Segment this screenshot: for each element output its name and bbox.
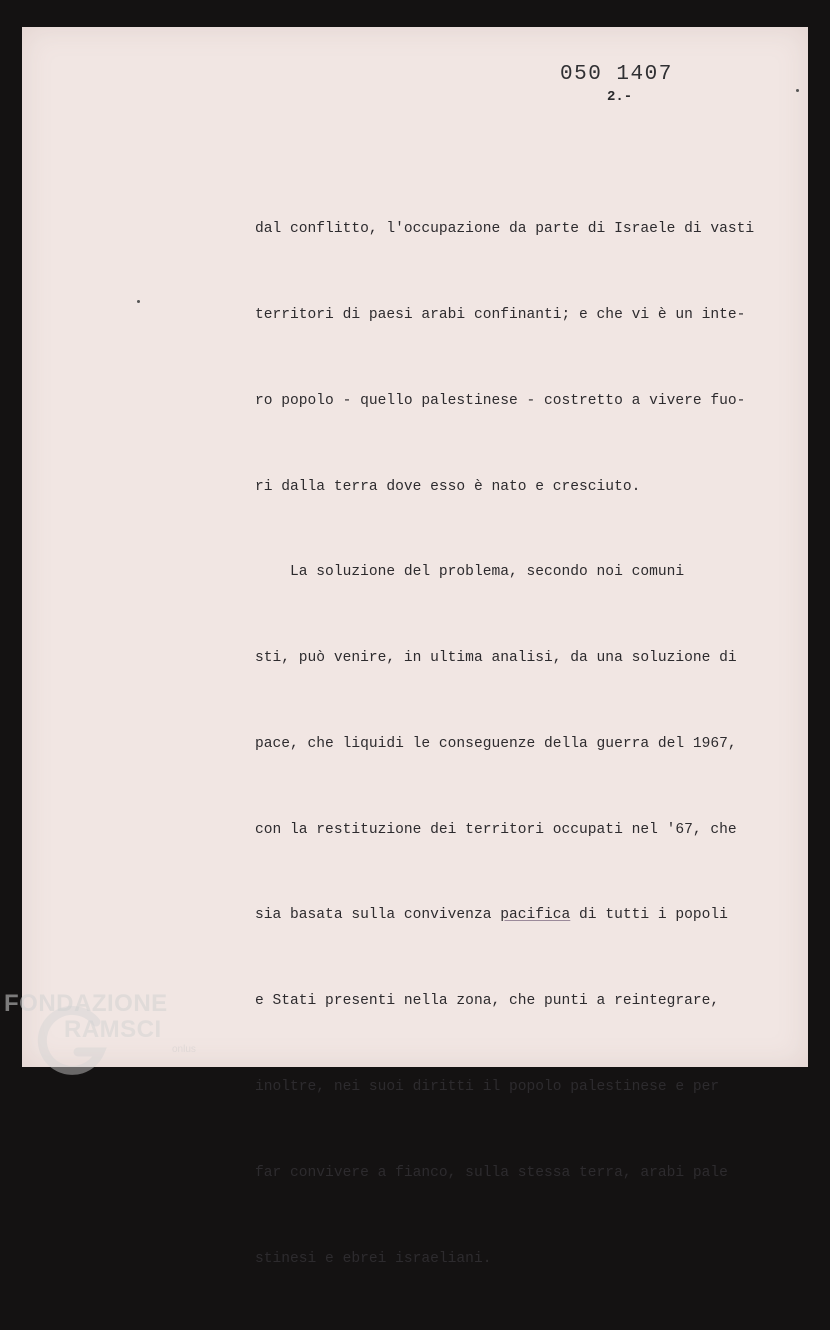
text-line: ro popolo - quello palestinese - costretto a vivere fuo- xyxy=(255,392,746,409)
text-line: dal conflitto, l'occupazione da parte di Israele di vasti xyxy=(255,221,755,238)
paper-speck xyxy=(796,89,799,92)
document-body xyxy=(255,158,754,1330)
text-line: stinesi e ebrei israeliani. xyxy=(255,1250,492,1267)
text-segment: sia basata sulla convivenza xyxy=(255,907,492,924)
document-page xyxy=(22,27,808,1267)
watermark-line2: RAMSCI xyxy=(64,1016,162,1043)
text-line: pace, che liquidi le conseguenze della guerra del 1967, xyxy=(255,735,737,752)
text-line: territori di paesi arabi confinanti; e che vi è un inte- xyxy=(255,306,746,323)
text-line: far convivere a fianco, sulla stessa terra, arabi pale xyxy=(255,1164,728,1181)
fondazione-gramsci-watermark xyxy=(4,990,214,1080)
watermark-suffix: onlus xyxy=(172,1044,196,1055)
text-line: con la restituzione dei territori occupati nel '67, che xyxy=(255,821,737,838)
text-segment: di tutti i popoli xyxy=(570,907,728,924)
archive-number: 050 1407 xyxy=(560,63,673,86)
watermark-line1: FONDAZIONE xyxy=(4,990,168,1017)
text-line: sti, può venire, in ultima analisi, da una soluzione di xyxy=(255,650,737,667)
underlined-word: pacifica xyxy=(500,907,571,924)
page-number: 2.- xyxy=(607,89,633,105)
text-line-with-underline xyxy=(255,901,754,930)
text-line: inoltre, nei suoi diritti il popolo palestinese e per xyxy=(255,1079,720,1095)
paper-speck xyxy=(137,300,140,303)
text-line: e Stati presenti nella zona, che punti a reintegrare, xyxy=(255,993,720,1010)
text-line: La soluzione del problema, secondo noi comuni xyxy=(255,564,685,581)
text-line: ri dalla terra dove esso è nato e cresciuto. xyxy=(255,478,641,495)
